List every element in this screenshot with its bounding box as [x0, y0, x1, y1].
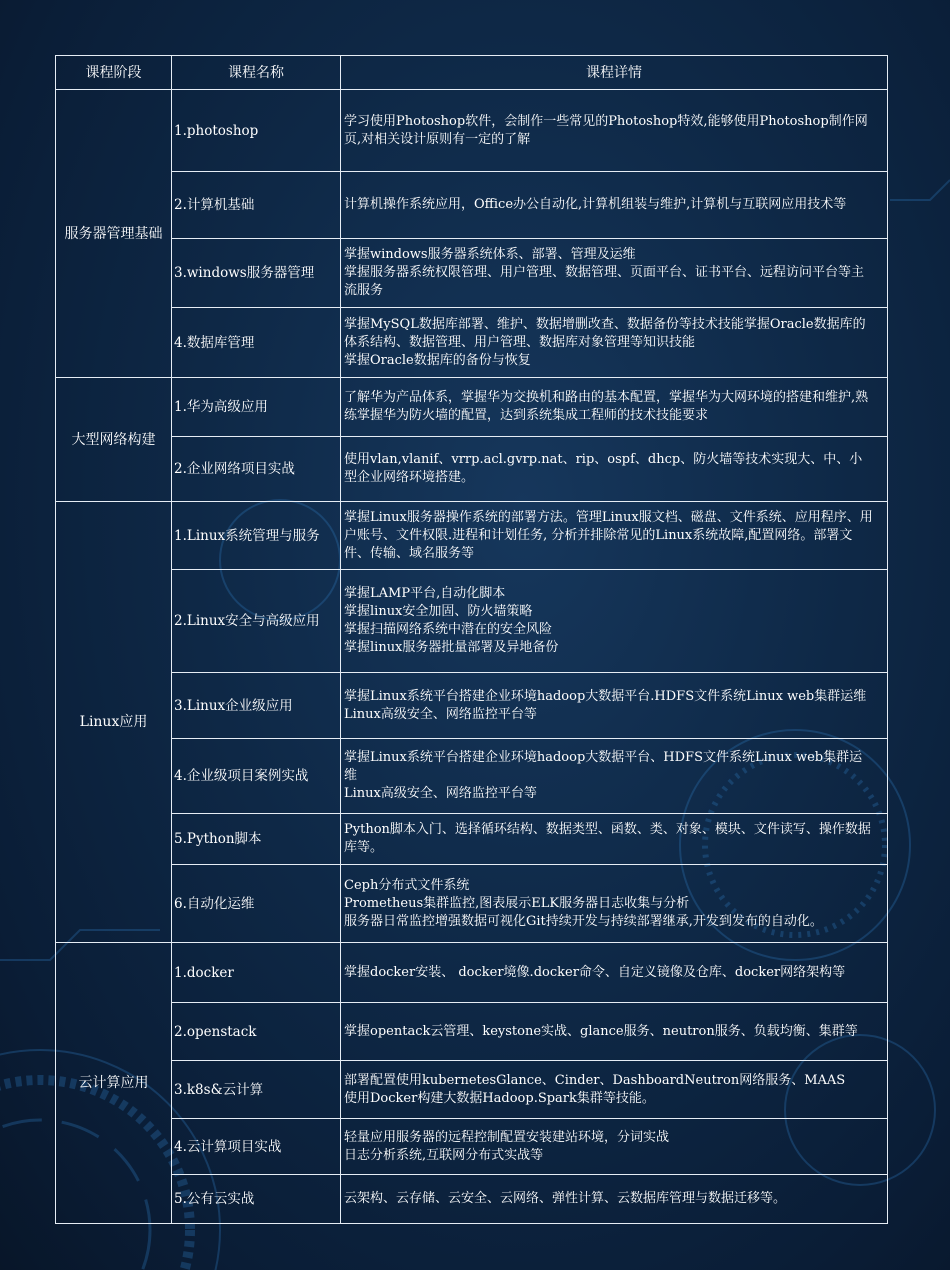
course-detail-cell — [341, 673, 888, 739]
course-detail-line: 服务器日常监控增强数据可视化Git持续开发与持续部署继承,开发到发布的自动化。 — [344, 913, 823, 929]
curriculum-table — [55, 55, 888, 1224]
course-detail-cell — [341, 1003, 888, 1061]
course-detail-cell — [341, 570, 888, 673]
header-stage: 课程阶段 — [56, 56, 172, 90]
stage-cell: 大型网络构建 — [56, 378, 172, 502]
course-detail-cell — [341, 1061, 888, 1119]
course-detail-cell — [341, 90, 888, 172]
course-detail-line: 掌握windows服务器系统体系、部署、管理及运维 — [344, 247, 636, 262]
course-detail-cell — [341, 865, 888, 943]
course-name-cell: 2.计算机基础 — [172, 172, 341, 239]
course-name-cell: 5.Python脚本 — [172, 814, 341, 865]
table-row — [56, 673, 888, 739]
stage-cell: 服务器管理基础 — [56, 90, 172, 378]
course-detail-cell — [341, 308, 888, 378]
course-name-cell: 2.企业网络项目实战 — [172, 437, 341, 502]
course-detail-line: 日志分析系统,互联网分布式实战等 — [344, 1147, 544, 1163]
course-detail-line: 掌握linux服务器批量部署及异地备份 — [344, 640, 559, 655]
course-name-cell: 1.docker — [172, 943, 341, 1003]
course-detail-line: 部署配置使用kubernetesGlance、Cinder、DashboardNeutron网络服务、MAAS — [344, 1072, 846, 1088]
course-detail-line: 轻量应用服务器的远程控制配置安装建站环境，分词实战 — [344, 1129, 670, 1145]
course-detail-line: Prometheus集群监控,图表展示ELK服务器日志收集与分析 — [344, 895, 690, 911]
course-name-cell: 1.photoshop — [172, 90, 341, 172]
course-detail-line: 掌握docker安装、 docker境像.docker命令、自定义镜像及仓库、docker网络架构等 — [344, 964, 846, 980]
course-name-cell: 3.k8s&云计算 — [172, 1061, 341, 1119]
course-detail-line: Linux高级安全、网络监控平台等 — [344, 706, 537, 722]
course-name-cell: 4.企业级项目案例实战 — [172, 739, 341, 814]
course-name-cell: 6.自动化运维 — [172, 865, 341, 943]
course-detail-line: Ceph分布式文件系统 — [344, 877, 470, 893]
table-row — [56, 739, 888, 814]
course-detail-cell — [341, 239, 888, 308]
table-row — [56, 814, 888, 865]
table-row — [56, 1003, 888, 1061]
course-detail-line: 掌握MySQL数据库部署、维护、数据增删改查、数据备份等技术技能掌握Oracle数据库的体系结构、数据管理、用户管理、数据库对象管理等知识技能 — [344, 316, 866, 350]
course-detail-cell — [341, 1119, 888, 1175]
course-name-cell: 2.Linux安全与高级应用 — [172, 570, 341, 673]
course-detail-cell — [341, 437, 888, 502]
course-detail-cell — [341, 502, 888, 570]
course-detail-line: 掌握Linux系统平台搭建企业环境hadoop大数据平台.HDFS文件系统Linux web集群运维 — [344, 688, 867, 704]
table-row — [56, 378, 888, 437]
table-header-row — [56, 56, 888, 90]
course-detail-line: Python脚本入门、选择循环结构、数据类型、函数、类、对象、模块、文件读写、操作数据库等。 — [344, 822, 871, 855]
course-detail-cell — [341, 739, 888, 814]
course-detail-line: 云架构、云存储、云安全、云网络、弹性计算、云数据库管理与数据迁移等。 — [344, 1191, 787, 1206]
course-name-cell: 3.windows服务器管理 — [172, 239, 341, 308]
course-detail-cell — [341, 378, 888, 437]
course-detail-cell — [341, 172, 888, 239]
course-detail-line: 掌握Linux服务器操作系统的部署方法。管理Linux服文档、磁盘、文件系统、应用程序、用户账号、文件权限.进程和计划任务, 分析并排除常见的Linux系统故障,配置网络。部署文件、传输、域名服务等 — [344, 509, 873, 561]
table-row — [56, 570, 888, 673]
course-name-cell: 4.云计算项目实战 — [172, 1119, 341, 1175]
table-row — [56, 308, 888, 378]
course-detail-cell — [341, 1175, 888, 1224]
header-course-detail: 课程详情 — [341, 56, 888, 90]
course-detail-cell — [341, 943, 888, 1003]
course-detail-line: 掌握Oracle数据库的备份与恢复 — [344, 352, 531, 368]
course-detail-line: 掌握LAMP平台,自动化脚本 — [344, 586, 506, 601]
course-name-cell: 1.华为高级应用 — [172, 378, 341, 437]
course-detail-line: Linux高级安全、网络监控平台等 — [344, 786, 537, 801]
table-row — [56, 437, 888, 502]
table-body — [56, 90, 888, 1224]
stage-cell: 云计算应用 — [56, 943, 172, 1224]
table-row — [56, 172, 888, 239]
course-name-cell: 4.数据库管理 — [172, 308, 341, 378]
table-row — [56, 865, 888, 943]
table-row — [56, 239, 888, 308]
course-detail-line: 掌握扫描网络系统中潜在的安全风险 — [344, 622, 553, 637]
course-detail-line: 掌握Linux系统平台搭建企业环境hadoop大数据平台、HDFS文件系统Linux web集群运维 — [344, 750, 863, 783]
course-detail-line: 了解华为产品体系，掌握华为交换机和路由的基本配置，掌握华为大网环境的搭建和维护,熟练掌握华为防火墙的配置，达到系统集成工程师的技术技能要求 — [344, 390, 869, 423]
table-row — [56, 90, 888, 172]
course-name-cell: 3.Linux企业级应用 — [172, 673, 341, 739]
course-detail-line: 使用vlan,vlanif、vrrp.acl.gvrp.nat、rip、ospf、dhcp、防火墙等技术实现大、中、小型企业网络环境搭建。 — [344, 452, 863, 485]
course-name-cell: 5.公有云实战 — [172, 1175, 341, 1224]
course-detail-cell — [341, 814, 888, 865]
course-detail-line: 学习使用Photoshop软件，会制作一些常见的Photoshop特效,能够使用Photoshop制作网页,对相关设计原则有一定的了解 — [344, 113, 868, 147]
course-detail-line: 使用Docker构建大数据Hadoop.Spark集群等技能。 — [344, 1090, 655, 1106]
table-row — [56, 1061, 888, 1119]
stage-cell: Linux应用 — [56, 502, 172, 943]
table-row — [56, 1119, 888, 1175]
header-course-name: 课程名称 — [172, 56, 341, 90]
table-row — [56, 1175, 888, 1224]
course-detail-line: 计算机操作系统应用，Office办公自动化,计算机组装与维护,计算机与互联网应用技术等 — [344, 197, 847, 212]
course-name-cell: 2.openstack — [172, 1003, 341, 1061]
course-detail-line: 掌握服务器系统权限管理、用户管理、数据管理、页面平台、证书平台、远程访问平台等主流服务 — [344, 265, 865, 298]
course-detail-line: 掌握opentack云管理、keystone实战、glance服务、neutron服务、负载均衡、集群等 — [344, 1023, 858, 1039]
course-detail-line: 掌握linux安全加固、防火墙策略 — [344, 604, 533, 619]
course-name-cell: 1.Linux系统管理与服务 — [172, 502, 341, 570]
table-row — [56, 502, 888, 570]
table-row — [56, 943, 888, 1003]
